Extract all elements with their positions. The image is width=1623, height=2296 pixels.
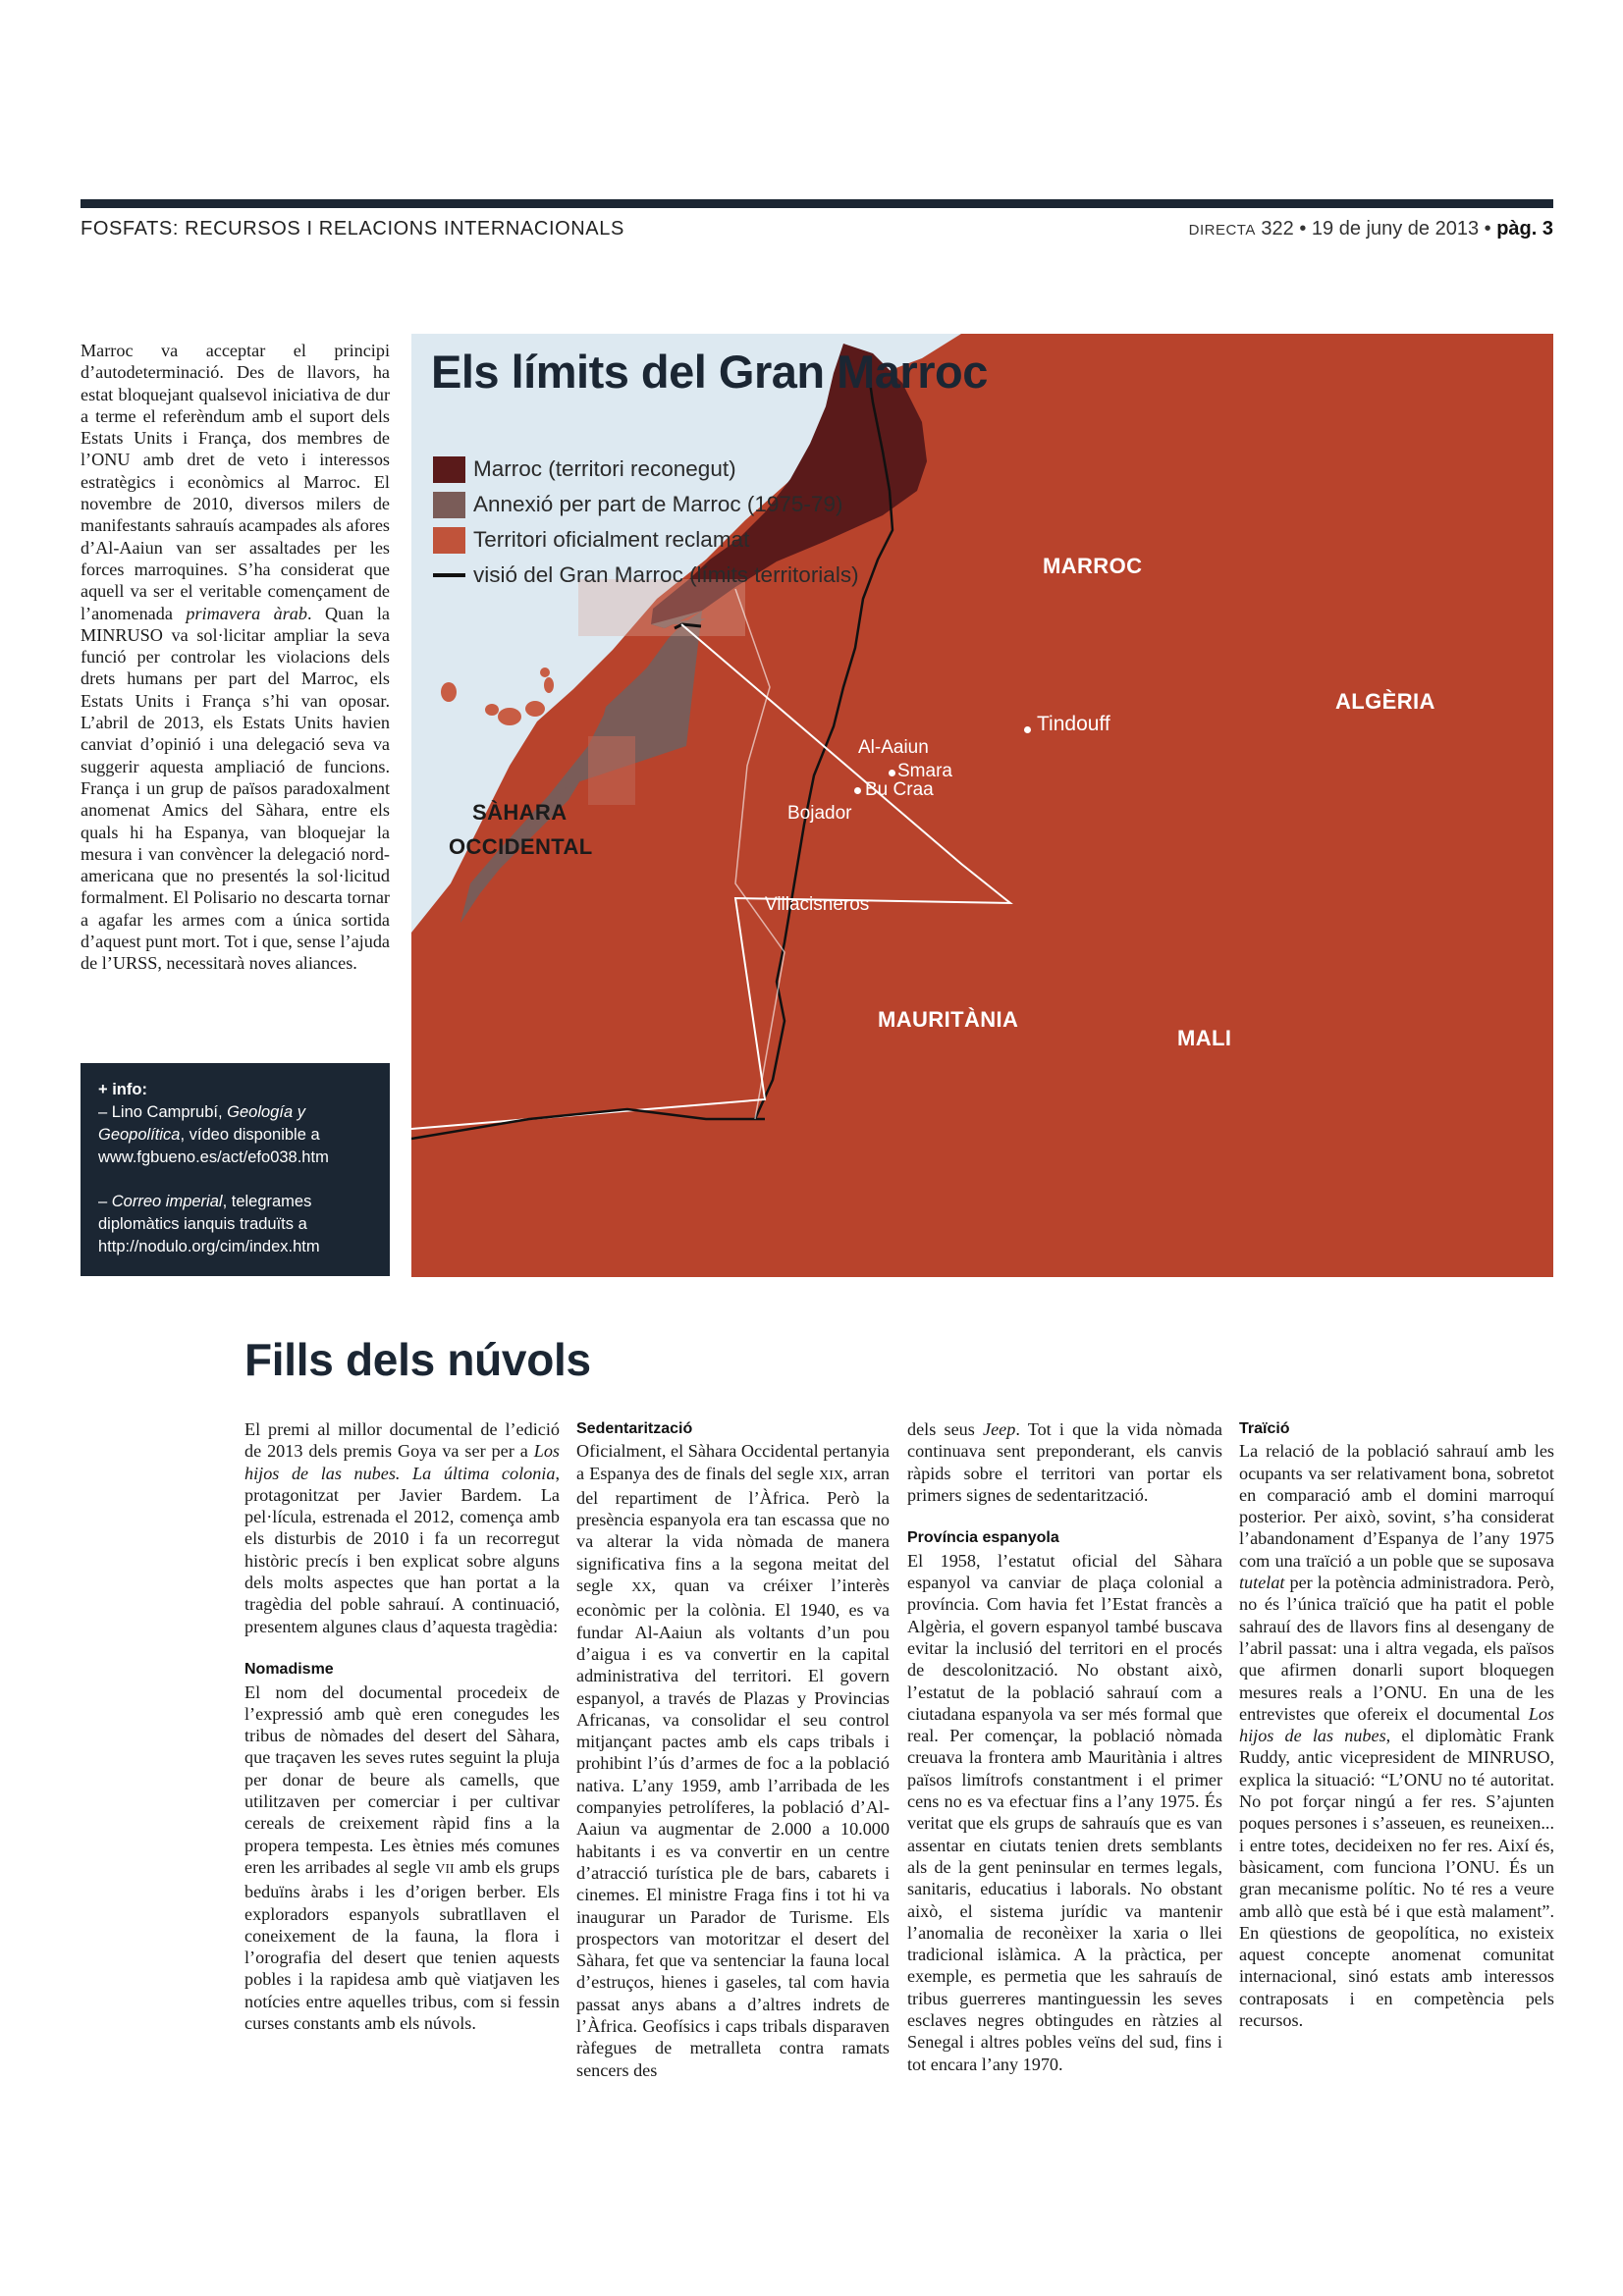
subhead-provincia: Província espanyola (907, 1529, 1059, 1547)
city-bucraa: Bu Craa (865, 779, 934, 800)
legend-row-boundary: visió del Gran Marroc (límits territorials) (433, 558, 859, 593)
issue-number: 322 (1261, 218, 1294, 240)
article-column-2 (576, 1418, 890, 2081)
paragraph-continuation: dels seus Jeep. Tot i que la vida nòmada continuava sent preponderant, els canvis ràpids sobre el territori van portar els primers signes de sedentarització. (907, 1419, 1223, 1505)
city-dot-tindouf (1024, 726, 1031, 733)
map-figure (411, 334, 1553, 1277)
label-algeria: ALGÈRIA (1335, 689, 1435, 714)
paragraph-nomadisme: El nom del documental procedeix de l’expressió amb què eren conegudes les tribus de nòmades del desert del Sàhara, que traçaven les seves rutes seguint la pluja per donar de beure als camells, que utilitzaven per comerciar i per cultivar cereals de creixement ràpid fins a la propera tempesta. Les ètnies més comunes eren les arribades al segle VII amb els grups beduïns àrabs i les d’origen berber. Els exploradors espanyols subratllaven el coneixement de la fauna, la flora i l’orografia del desert que tenien aquests pobles i la rapidesa amb què viatjaven les notícies entre aquelles tribus, com si fessin curses constants amb els núvols. (244, 1682, 560, 2034)
header-rule (81, 199, 1553, 208)
label-mauritania: MAURITÀNIA (878, 1007, 1019, 1032)
sahara-overlay (588, 736, 635, 805)
island-5 (544, 677, 554, 693)
section-title: FOSFATS: RECURSOS I RELACIONS INTERNACIONALS (81, 218, 624, 240)
legend-swatch-boundary (433, 573, 465, 577)
city-villacisneros: Villacisneros (765, 894, 870, 915)
island-6 (540, 667, 550, 677)
info-box (81, 1063, 390, 1276)
legend-swatch-annexed (433, 492, 465, 518)
label-mali: MALI (1177, 1026, 1232, 1050)
city-smara: Smara (897, 761, 952, 781)
map-legend (433, 452, 859, 593)
legend-row-morocco: Marroc (territori reconegut) (433, 452, 859, 487)
city-dot-bucraa (854, 787, 861, 794)
legend-swatch-morocco (433, 456, 465, 483)
paragraph-sedentaritzacio: Oficialment, el Sàhara Occidental pertanyia a Espanya des de finals del segle XIX, arran del repartiment de l’Àfrica. Però la presència espanyola era tan escassa que no va alterar la vida nòmada de manera significativa fins a la segona meitat del segle XX, quan va créixer l’interès econòmic per la colònia. El 1940, es va fundar Al-Aaiun als voltants d’un pou d’aigua i es va convertir en la capital administrativa del territori. El govern espanyol, a través de Plazas y Provincias Africanas, va consolidar el seu control mitjançant pactes amb els caps tribals i prohibint l’ús d’armes de foc a la població nativa. L’any 1959, amb l’arribada de les companyies petrolíferes, la població d’Al-Aaiun va augmentar de 2.000 a 10.000 habitants i es va convertir en un centre d’atracció turística ple de bars, cabarets i cinemes. El ministre Fraga fins i tot hi va inaugurar un Parador de Turisme. Els prospectors van motoritzar el desert del Sàhara, fet que va sentenciar la fauna local d’estruços, hienes i gaseles, tal com havia passat anys abans a d’altres indrets de l’Àfrica. Geofísics i caps tribals disparaven ràfegues de metralleta contra ramats sencers des (576, 1441, 891, 2080)
label-sahara-2: OCCIDENTAL (449, 834, 593, 859)
subhead-traicio: Traïció (1239, 1420, 1290, 1437)
article-intro: El premi al millor documental de l’edició de 2013 dels premis Goya va ser per a Los hijos de las nubes. La última colonia, protagonitzat per Javier Bardem. La pel·lícula, estrenada el 2012, comença amb els disturbis de 2010 i fa un recorregut històric precís i ben explicat sobre alguns dels molts aspectes que han portat a la tragèdia del poble sahrauí. A continuació, presentem algunes claus d’aquesta tragèdia: (244, 1419, 560, 1636)
subhead-nomadisme: Nomadisme (244, 1661, 334, 1679)
legend-row-claimed: Territori oficialment reclamat (433, 522, 859, 558)
city-dot-smara (889, 770, 895, 776)
paragraph-traicio: La relació de la població sahrauí amb les ocupants va ser relativament bona, sobretot en comparació amb el domini marroquí posterior. Per això, sovint, s’ha considerat l’abandonament d’Espanya de l’any 1975 com una traïció a un poble que se suposava tutelat per la potència administradora. Però, no és l’única traïció que ha patit el poble sahrauí des de llavors fins al desengany de l’abril passat: una i altra vegada, els països que afirmen donarli suport bloquegen mesures reals a l’ONU. En una de les entrevistes que ofereix el documental Los hijos de las nubes, el diplomàtic Frank Ruddy, antic vicepresident de MINRUSO, explica la situació: “L’ONU no té autoritat. No pot forçar ningú a fer res. S’ajunten poques persones i s’asseuen, es reuneixen... i entre totes, decideixen no fer res. Així és, bàsicament, com funciona l’ONU. És un gran mecanisme polític. No té res a veure amb allò que està bé i que està malament”. En qüestions de geopolítica, no existeix aquest concepte anomenat comunitat internacional, sinó estats amb interessos contraposats i en competència pels recursos. (1239, 1441, 1554, 2031)
info-label: + info: (98, 1081, 147, 1098)
city-tindouf: Tindouff (1037, 713, 1110, 735)
city-bojador: Bojador (787, 803, 852, 824)
info-item-correo: – Correo imperial, telegrames diplomàtics ianquis traduïts a http://nodulo.org/cim/index.htm (98, 1193, 320, 1255)
article-column-1 (244, 1418, 560, 2034)
article-column-4 (1239, 1418, 1554, 2031)
island-4 (525, 701, 545, 717)
island-3 (498, 708, 521, 725)
island-2 (485, 704, 499, 716)
subhead-sedentaritzacio: Sedentarització (576, 1420, 693, 1437)
label-marroc: MARROC (1043, 554, 1143, 578)
legend-swatch-claimed (433, 527, 465, 554)
label-sahara-1: SÀHARA (472, 800, 568, 825)
city-alaaiun: Al-Aaiun (858, 737, 929, 758)
article-column-3 (907, 1418, 1222, 2075)
page-number: pàg. 3 (1496, 218, 1553, 240)
issue-date: 19 de juny de 2013 (1311, 218, 1480, 240)
info-item-geologia: – Lino Camprubí, Geología y Geopolítica, vídeo disponible a www.fgbueno.es/act/efo038.htm (98, 1103, 329, 1166)
article-headline: Fills dels núvols (244, 1334, 591, 1385)
issue-info: DIRECTA 322 • 19 de juny de 2013 • pàg. 3 (1188, 218, 1553, 240)
legend-row-annexed: Annexió per part de Marroc (1975-79) (433, 487, 859, 522)
left-column-text: Marroc va acceptar el principi d’autodeterminació. Des de llavors, ha estat bloquejant qualsevol iniciativa de dur a terme el referèndum amb el suport dels Estats Units i França, dos membres de l’ONU amb dret de veto i interessos estratègics i econòmics al Marroc. El novembre de 2010, diversos milers de manifestants sahrauís acampades als afores d’Al-Aaiun van ser assaltades per les forces marroquines. S’ha considerat que aquell va ser el veritable començament de l’anomenada primavera àrab. Quan la MINRUSO va sol·licitar ampliar la seva funció per controlar les violacions dels drets humans per part del Marroc, els Estats Units i França s’hi van oposar. L’abril de 2013, els Estats Units havien canviat d’opinió i una delegació seva va suggerir aquesta ampliació de funcions. França i un grup de països paradoxalment anomenat Amics del Sàhara, entre els quals hi ha Espanya, van bloquejar la mesura i van convèncer la delegació nord-americana que no presentés la sol·licitud formalment. El Polisario no descarta tornar a agafar les armes com a única sortida d’aquest punt mort. Tot i que, sense l’ajuda de l’URSS, necessitarà noves aliances. (81, 341, 390, 974)
map-title: Els límits del Gran Marroc (431, 346, 988, 398)
island-1 (441, 682, 457, 702)
publication-name: DIRECTA (1188, 222, 1256, 239)
paragraph-provincia: El 1958, l’estatut oficial del Sàhara espanyol va canviar de plaça colonial a província. Com havia fet l’Estat francès a Algèria, el govern espanyol també buscava evitar la inclusió del territori en el procés de descolonització. No obstant això, l’estatut de la població sahrauí com a ciutadana espanyola va ser més formal que real. Per començar, la població nòmada creuava la frontera amb Mauritània i altres països limítrofs constantment i el primer cens no es va efectuar fins a l’any 1975. És veritat que els grups de sahrauís que es van assentar en ciutats tenien drets semblants als de la gent peninsular en termes legals, sanitaris, educatius i laborals. No obstant això, el sistema jurídic va mantenir l’anomalia de reconèixer la xaria o llei tradicional islàmica. A la pràctica, per exemple, es permetia que les sahrauís de tribus guerreres mantinguessin les seves esclaves negres obtingudes en ràtzies al Senegal i altres pobles veïns del sud, fins i tot encara l’any 1970. (907, 1550, 1222, 2074)
